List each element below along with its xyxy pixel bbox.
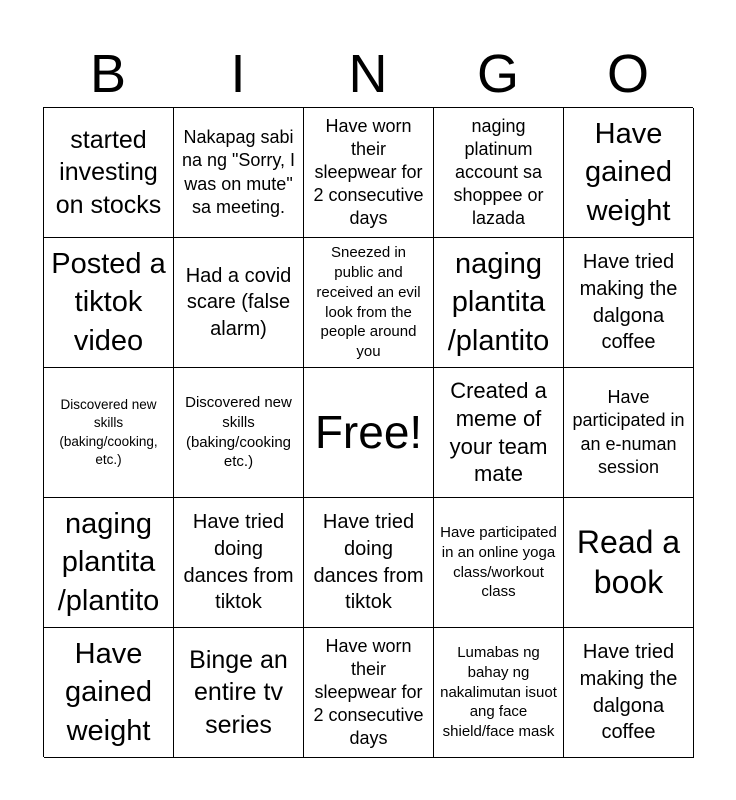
bingo-cell-text: naging plantita /plantito <box>57 507 160 617</box>
header-letter-b: B <box>89 44 127 104</box>
bingo-cell-text: Have gained weight <box>584 117 673 227</box>
bingo-cell[interactable] <box>174 238 304 368</box>
bingo-cell-text: Have worn their sleepwear for 2 consecutive days <box>313 115 424 229</box>
bingo-cell[interactable] <box>174 498 304 628</box>
free-space-text: Free! <box>314 405 423 458</box>
bingo-cell[interactable] <box>44 108 174 238</box>
bingo-cell-text: Have tried making the dalgona coffee <box>579 251 678 354</box>
bingo-cell[interactable] <box>564 108 694 238</box>
bingo-cell-text: Sneezed in public and received an evil look from the people around you <box>316 243 421 361</box>
bingo-cell[interactable] <box>174 368 304 498</box>
bingo-cell[interactable] <box>174 108 304 238</box>
bingo-cell-text: Have worn their sleepwear for 2 consecutive days <box>313 635 424 749</box>
bingo-cell-text: Discovered new skills (baking/cooking etc.) <box>185 393 292 471</box>
bingo-cell[interactable] <box>564 238 694 368</box>
bingo-grid <box>43 107 693 757</box>
bingo-cell-text: naging platinum account sa shoppee or lazada <box>453 115 544 229</box>
bingo-cell-text: Lumabas ng bahay ng nakalimutan isuot ang face shield/face mask <box>440 643 557 741</box>
header-letter-g: G <box>476 44 519 104</box>
bingo-header <box>43 40 693 108</box>
bingo-cell-text: Have participated in an online yoga class/workout class <box>440 523 557 601</box>
bingo-cell[interactable] <box>44 238 174 368</box>
bingo-cell-text: Have gained weight <box>64 637 153 747</box>
bingo-cell-text: Read a book <box>576 524 681 600</box>
bingo-cell[interactable] <box>44 628 174 758</box>
bingo-cell[interactable] <box>434 108 564 238</box>
bingo-cell[interactable] <box>304 238 434 368</box>
free-space[interactable] <box>304 368 434 498</box>
bingo-cell-text: Binge an entire tv series <box>189 645 288 739</box>
bingo-cell-text: started investing on stocks <box>55 125 162 219</box>
bingo-cell[interactable] <box>434 498 564 628</box>
bingo-cell-text: Discovered new skills (baking/cooking, etc.) <box>59 397 158 467</box>
bingo-cell[interactable] <box>564 368 694 498</box>
bingo-cell-text: Have tried making the dalgona coffee <box>579 641 678 744</box>
bingo-cell-text: Had a covid scare (false alarm) <box>185 264 292 340</box>
bingo-cell-text: naging plantita /plantito <box>447 247 550 357</box>
bingo-cell[interactable] <box>434 238 564 368</box>
header-letter-i: I <box>230 44 246 104</box>
bingo-cell[interactable] <box>304 628 434 758</box>
bingo-cell[interactable] <box>434 628 564 758</box>
header-letter-n: N <box>348 44 388 104</box>
bingo-cell[interactable] <box>44 368 174 498</box>
bingo-cell-text: Have tried doing dances from tiktok <box>313 511 424 614</box>
bingo-cell-text: Created a meme of your team mate <box>449 377 548 487</box>
bingo-cell[interactable] <box>564 628 694 758</box>
header-letter-o: O <box>606 44 649 104</box>
bingo-cell[interactable] <box>174 628 304 758</box>
bingo-cell[interactable] <box>434 368 564 498</box>
bingo-cell[interactable] <box>304 108 434 238</box>
bingo-cell-text: Posted a tiktok video <box>51 247 166 357</box>
bingo-cell[interactable] <box>304 498 434 628</box>
bingo-cell-text: Have tried doing dances from tiktok <box>183 511 294 614</box>
bingo-cell-text: Have participated in an e-numan session <box>572 387 685 477</box>
bingo-cell-text: Nakapag sabi na ng "Sorry, I was on mute" sa meeting. <box>181 127 296 217</box>
bingo-cell[interactable] <box>564 498 694 628</box>
bingo-cell[interactable] <box>44 498 174 628</box>
